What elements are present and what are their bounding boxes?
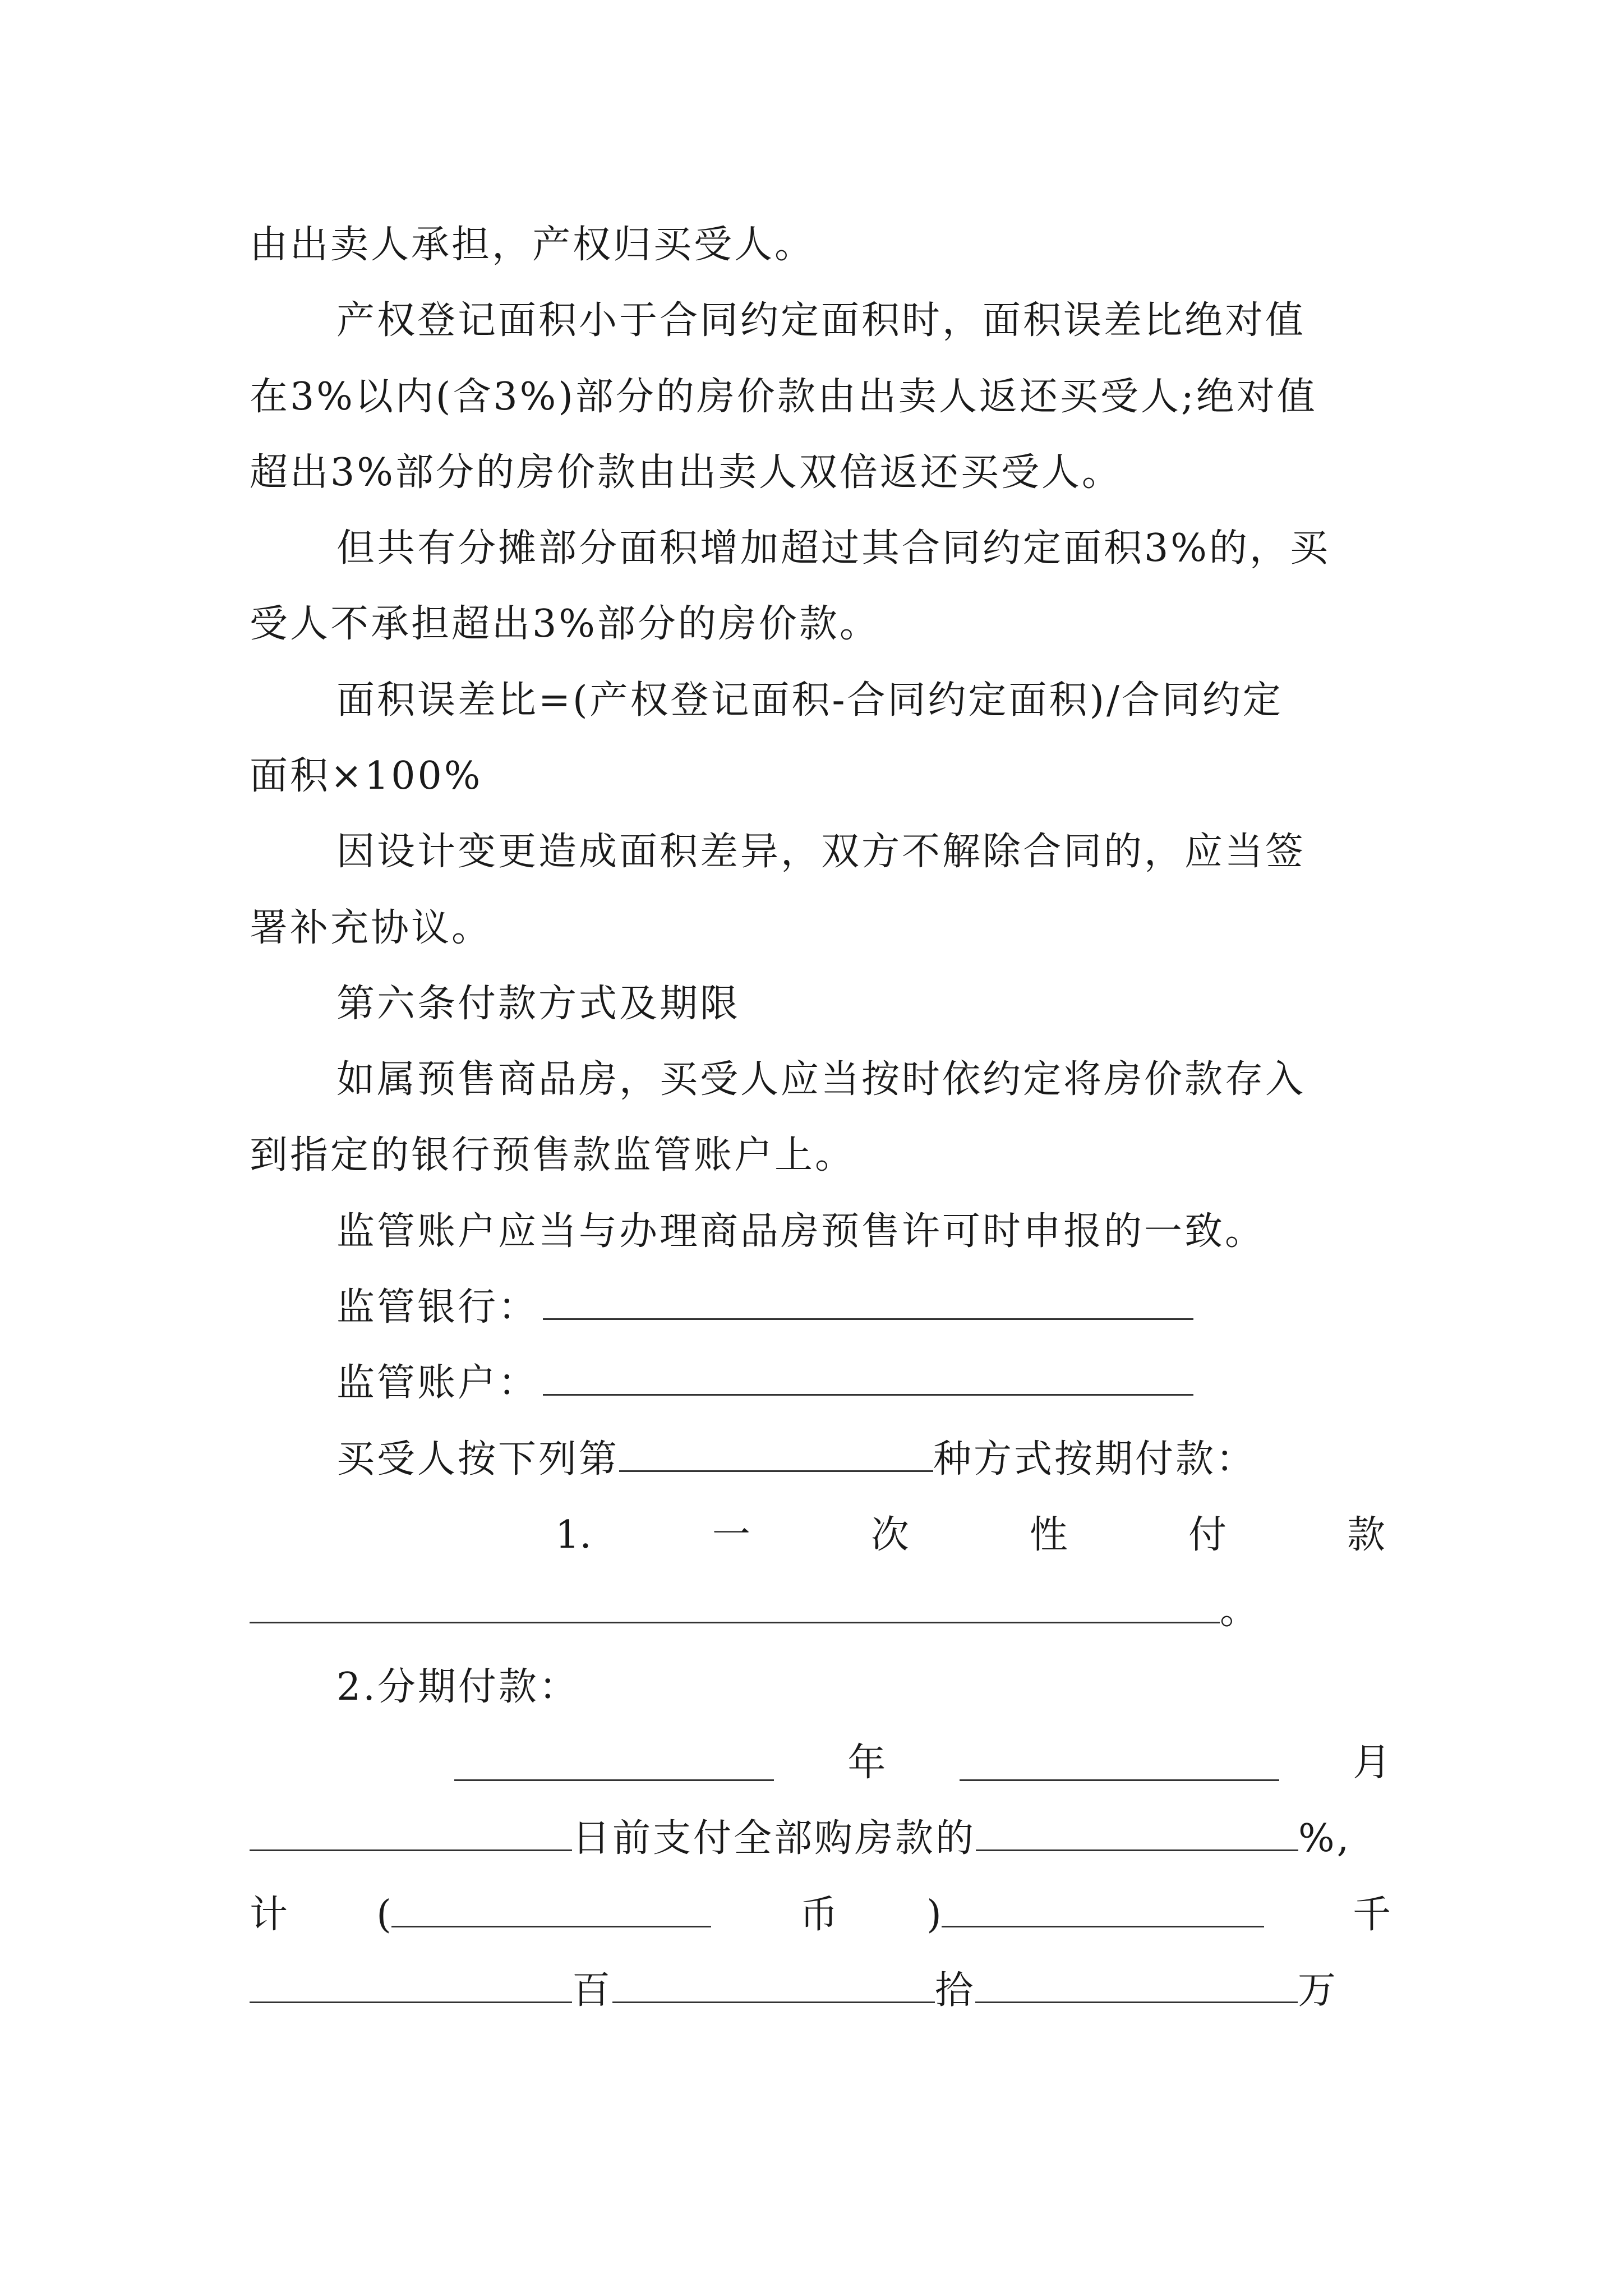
- text-line: 署补充协议。: [250, 906, 492, 950]
- payment-method-blank[interactable]: [619, 1437, 933, 1472]
- qian-label: 千: [1352, 1893, 1391, 1937]
- option1-end: 。: [1220, 1589, 1261, 1633]
- option1-blank[interactable]: [250, 1588, 1220, 1623]
- date-row: [454, 1721, 1391, 1805]
- option1-number: 1.: [555, 1513, 592, 1557]
- bai-label: 百: [572, 1968, 613, 2013]
- supervising-account-label: 监管账户：: [336, 1361, 539, 1405]
- supervising-account-row: [336, 1341, 1391, 1425]
- month-label: 月: [1352, 1741, 1391, 1785]
- text-line: 超出3%部分的房价款由出卖人双倍返还买受人。: [250, 450, 1122, 495]
- day-text: 日前支付全部购房款的: [572, 1816, 976, 1861]
- percent-label: %,: [1298, 1816, 1352, 1861]
- supervising-bank-label: 监管银行：: [336, 1285, 539, 1329]
- ji-label: 计: [250, 1893, 288, 1937]
- shi-label: 拾: [935, 1968, 976, 2013]
- supervising-bank-row: [336, 1266, 1391, 1350]
- text-line: 受人不承担超出3%部分的房价款。: [250, 602, 880, 646]
- text-line: 面积误差比=(产权登记面积-合同约定面积)/合同约定: [336, 678, 1283, 723]
- text-line: 因设计变更造成面积差异，双方不解除合同的，应当签: [336, 830, 1306, 874]
- day-blank[interactable]: [250, 1816, 572, 1851]
- payment-method-suffix: 种方式按期付款：: [933, 1437, 1257, 1481]
- option1-char: 性: [1029, 1513, 1068, 1557]
- supervising-bank-blank[interactable]: [543, 1285, 1193, 1320]
- text-line: 产权登记面积小于合同约定面积时，面积误差比绝对值: [336, 298, 1306, 343]
- shi-blank[interactable]: [612, 1968, 935, 2003]
- wan-blank[interactable]: [975, 1968, 1298, 2003]
- text-line: 监管账户应当与办理商品房预售许可时申报的一致。: [336, 1209, 1266, 1254]
- section-heading: 第六条付款方式及期限: [336, 982, 741, 1026]
- amount-row-2: [250, 1949, 1391, 2033]
- payment-method-prefix: 买受人按下列第: [336, 1437, 620, 1481]
- bai-blank[interactable]: [250, 1968, 572, 2003]
- option2-heading: 2.分期付款：: [336, 1665, 579, 1709]
- option1-blank-row: [250, 1569, 1391, 1653]
- supervising-account-blank[interactable]: [543, 1360, 1193, 1396]
- text-line: 由出卖人承担，产权归买受人。: [250, 223, 815, 267]
- text-line: 如属预售商品房，买受人应当按时依约定将房价款存入: [336, 1057, 1306, 1102]
- currency-label: 币: [799, 1893, 838, 1937]
- year-blank[interactable]: [454, 1746, 774, 1781]
- paren-open: (: [376, 1893, 391, 1937]
- option1-char: 次: [870, 1513, 909, 1557]
- currency-blank[interactable]: [391, 1892, 711, 1927]
- month-blank[interactable]: [960, 1746, 1279, 1781]
- amount-row-1: [250, 1873, 1391, 1957]
- payment-method-row: [336, 1418, 1391, 1502]
- text-line: 面积×100%: [250, 754, 483, 798]
- year-label: 年: [847, 1741, 886, 1785]
- option1-char: 付: [1188, 1513, 1227, 1557]
- wan-label: 万: [1298, 1968, 1339, 2013]
- paren-close: ): [926, 1893, 942, 1937]
- percent-blank[interactable]: [976, 1816, 1298, 1851]
- day-percent-row: [250, 1797, 1391, 1881]
- option1-char: 款: [1347, 1513, 1385, 1557]
- text-line: 但共有分摊部分面积增加超过其合同约定面积3%的，买: [336, 526, 1330, 570]
- qian-blank[interactable]: [942, 1892, 1264, 1927]
- text-line: 到指定的银行预售款监管账户上。: [250, 1133, 856, 1177]
- option1-char: 一: [712, 1513, 750, 1557]
- option1-row: [555, 1493, 1385, 1577]
- text-line: 在3%以内(含3%)部分的房价款由出卖人返还买受人;绝对值: [250, 375, 1317, 419]
